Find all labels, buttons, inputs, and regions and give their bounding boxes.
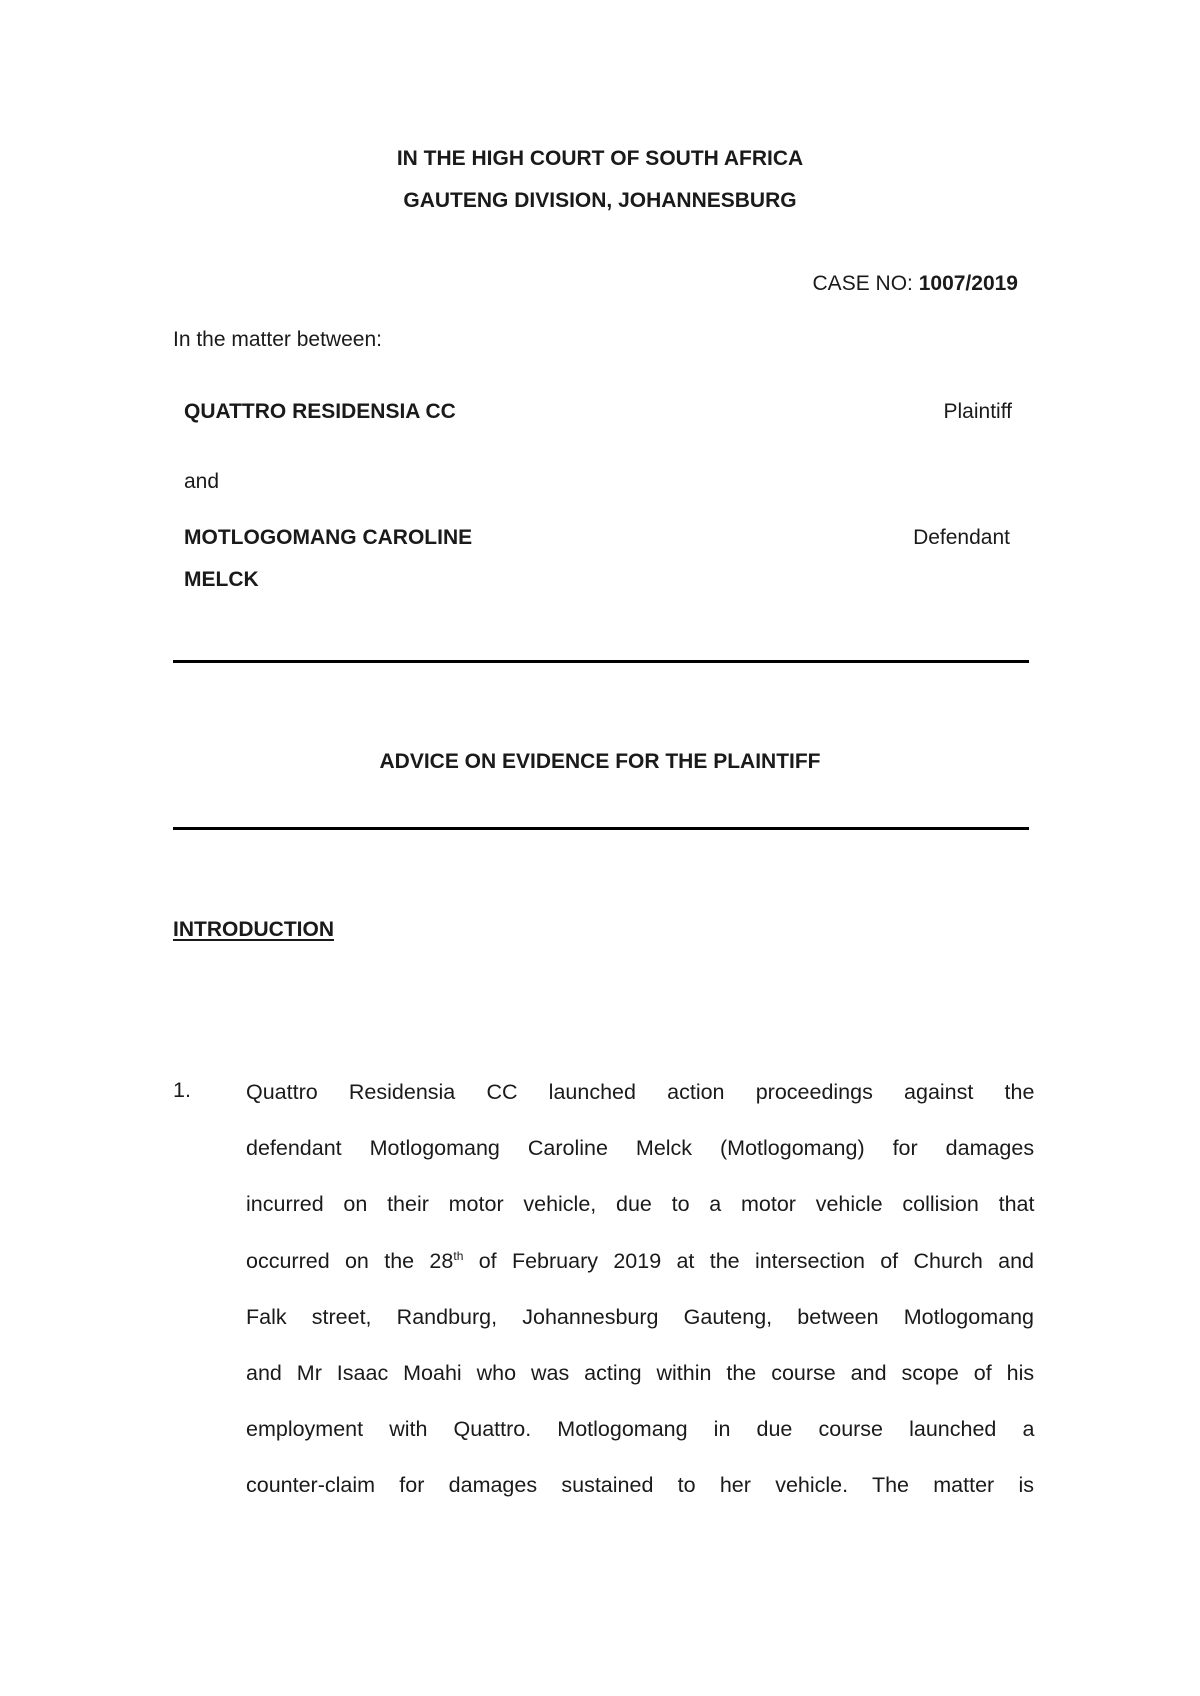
- paragraph-line: counter-claim for damages sustained to her vehicle. The matter is: [246, 1473, 1034, 1498]
- date-prefix: occurred on the 28: [246, 1248, 454, 1273]
- paragraph-line-date: [246, 1233, 1034, 1289]
- party-conjunction: and: [184, 470, 220, 493]
- plaintiff-name: QUATTRO RESIDENSIA CC: [184, 400, 456, 423]
- case-number-value: 1007/2019: [918, 272, 1018, 295]
- court-division: GAUTENG DIVISION, JOHANNESBURG: [403, 189, 797, 212]
- defendant-name-line2: MELCK: [184, 568, 259, 591]
- paragraph-line: incurred on their motor vehicle, due to a motor vehicle collision that: [246, 1192, 1035, 1217]
- paragraph-line: employment with Quattro. Motlogomang in due course launched a: [246, 1417, 1035, 1442]
- defendant-name-line1: MOTLOGOMANG CAROLINE: [184, 526, 473, 549]
- ordinal-suffix: th: [453, 1248, 464, 1263]
- paragraph-line: Quattro Residensia CC launched action proceedings against the: [246, 1080, 1035, 1104]
- section-heading-introduction: INTRODUCTION: [173, 918, 334, 941]
- paragraph-number: 1.: [173, 1078, 191, 1102]
- defendant-role: Defendant: [913, 526, 1010, 549]
- matter-between: In the matter between:: [173, 328, 382, 351]
- title-rule-bottom: [173, 827, 1029, 830]
- case-number: [813, 272, 1018, 296]
- title-rule-top: [173, 660, 1029, 663]
- document-title: ADVICE ON EVIDENCE FOR THE PLAINTIFF: [379, 750, 821, 773]
- court-name: IN THE HIGH COURT OF SOUTH AFRICA: [396, 147, 804, 170]
- paragraph-line: Falk street, Randburg, Johannesburg Gauteng, between Motlogomang: [246, 1304, 1034, 1329]
- paragraph-line: and Mr Isaac Moahi who was acting within the course and scope of his: [246, 1360, 1035, 1385]
- plaintiff-role: Plaintiff: [943, 400, 1012, 423]
- paragraph-body: [246, 1064, 1034, 1514]
- paragraph-line: defendant Motlogomang Caroline Melck (Motlogomang) for damages: [246, 1136, 1035, 1161]
- date-rest: of February 2019 at the intersection of Church and: [478, 1248, 1034, 1273]
- case-number-label: CASE NO:: [812, 272, 919, 295]
